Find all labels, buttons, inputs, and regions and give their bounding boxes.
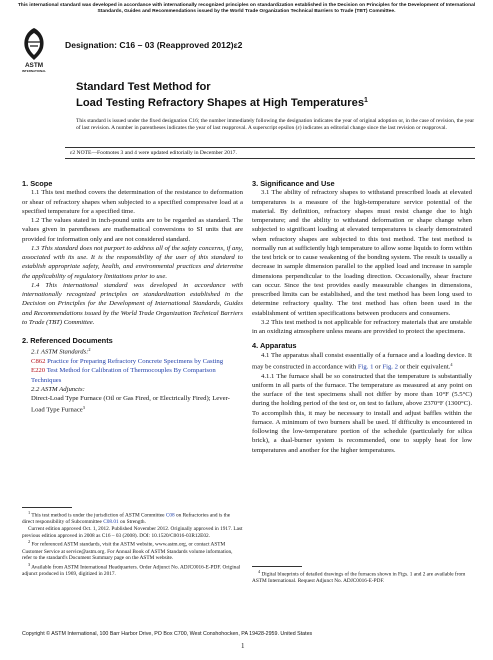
significance-3-1: 3.1 The ability of refractory shapes to withstand prescribed loads at elevated temperatures is a measure of the high-temperature service potential of the material. By definition, refractory shapes must resist change due to high temperature; and the ability to withstand deformation or shape change when subjected to significant loading at elevated temperatures is clearly demonstrated when refractory shapes are subjected to this test method. The test method is normally run at sufficiently high temperature to allow some liquids to form within the test brick or to cause weakening of the bonding system. The result is usually a decrease in sample dimension parallel to the applied load and increase in sample dimensions perpendicular to the loading direction. Occasionally, shear fracture can occur. Since the test provides easily measurable changes in dimensions, prescribed limits can be established, and the test method has been long used to determine refractory quality. The test method has often been used in the establishment of written specifications between producers and consumers. xyxy=(252,189,472,317)
title-line-2: Load Testing Refractory Shapes at High Temperatures$^1$ xyxy=(76,97,368,110)
footnote-2: $^2$ For referenced ASTM standards, visit the ASTM website, www.astm.org, or contact ASTM Customer Service at service@astm.org. For Annual Book of ASTM Standards volume information, refer to the standard's Document Summary page on the ASTM website. xyxy=(22,539,233,562)
significance-3-2: 3.2 This test method is not applicable for refractory materials that are unstable in an oxidizing atmosphere unless means are provided to protect the specimens. xyxy=(252,318,472,335)
scope-1-3: 1.3 This standard does not purport to address all of the safety concerns, if any, associated with its use. It is the responsibility of the user of this standard to establish appropriate safety, health, and environmental practices and determine the applicability of regulatory limitations prior to use. xyxy=(22,244,243,280)
astm-logo xyxy=(20,27,48,73)
apparatus-4-1-1: 4.1.1 The furnace shall be so constructed that the temperature is substantially uniform in all parts of the furnace. The temperature as measured at any point on the surface of the test specimens shall not differ by more than 10°F (5.5°C) during the holding period of the test or, on test to failure, above 2370°F (1300°C). To accomplish this, it may be necessary to install and adjust baffles within the furnace. A minimum of two burners shall be used. If difficulty is encountered in following the low-temperature portion of the schedule (particularly for silica brick), a dual-burner system is recommended, one to supply heat for low temperatures and another for the higher temperatures. xyxy=(252,372,472,454)
document-title xyxy=(76,81,476,111)
scope-heading: 1. Scope xyxy=(22,179,53,188)
committee-c08-link[interactable]: C08 xyxy=(165,512,175,519)
svg-text:INTERNATIONAL: INTERNATIONAL xyxy=(21,69,47,73)
left-column xyxy=(22,179,243,415)
subcommittee-c0801-link[interactable]: C08.01 xyxy=(103,519,119,526)
scope-1-4: 1.4 This international standard was developed in accordance with internationally recognized principles on standardization established in the Decision on Principles for the Development of International Standards, Guides and Recommendations issued by the World Trade Organization Technical Barriers to Trade (TBT) Committee. xyxy=(22,281,243,326)
ref-c862[interactable]: C862 Practice for Preparing Refractory Concrete Specimens by Casting xyxy=(31,358,224,366)
copyright-footer: Copyright © ASTM International, 100 Barr Harbor Drive, PO Box C700, West Conshohocken, PA 19428-2959. United States xyxy=(22,631,313,637)
ref-e220[interactable]: E220 Test Method for Calibration of Thermocouples By Comparison Techniques xyxy=(31,367,216,384)
designation: Designation: C16 – 03 (Reapproved 2012)ε2 xyxy=(65,40,243,50)
apparatus-heading: 4. Apparatus xyxy=(252,341,297,351)
svg-text:ASTM: ASTM xyxy=(24,62,44,69)
footnote-rule-right xyxy=(252,566,302,567)
fig-1-link[interactable]: Fig. 1 xyxy=(357,363,374,371)
apparatus-4-1: 4.1 The apparatus shall consist essentially of a furnace and a loading device. It may be constructed in accordance with Fig. 1 or Fig. 2 or their equivalent.$^4$ xyxy=(252,351,472,371)
astm-standards-label: 2.1 ASTM Standards:$^2$ xyxy=(31,347,91,356)
footnote-edition: Current edition approved Oct. 1, 2012. Published November 2012. Originally approved in 1917. Last previous edition approved in 2008 as C16 – 03 (2008). DOI: 10.1520/C0016-03R12E02. xyxy=(22,526,243,539)
adjunct-entry: Direct-Load Type Furnace (Oil or Gas Fired, or Electrically Fired); Lever-Load Type Furnace$^3$ xyxy=(31,395,230,414)
footnote-3: $^3$ Available from ASTM International Headquarters. Order Adjunct No. ADJC0016-E-PDF. Original adjunct produced in 1969, digitized in 2017. xyxy=(22,562,241,578)
footnote-4: $^4$ Digital blueprints of detailed drawings of the furnaces shown in Figs. 1 and 2 are available from ASTM International. Request Adjunct No. ADJC0016-E-PDF. xyxy=(252,569,466,585)
astm-adjuncts-label: 2.2 ASTM Adjuncts: xyxy=(31,385,85,393)
standard-issuance-para: This standard is issued under the fixed designation C16; the number immediately following the designation indicates the year of original adoption or, in the case of revision, the year of last revision. A number in parentheses indicates the year of last reapproval. A superscript epsilon (ε) indicates an editorial change since the last revision or reapproval. xyxy=(76,118,475,132)
scope-1-2: 1.2 The values stated in inch-pound units are to be regarded as standard. The values given in parentheses are mathematical conversions to SI units that are provided for information only and are not considered standard. xyxy=(22,217,243,243)
title-line-1: Standard Test Method for xyxy=(76,81,211,93)
scope-1-1: 1.1 This test method covers the determination of the resistance to deformation or shear of refractory shapes when subjected to a specified compressive load at a specified temperature for a specified time. xyxy=(22,189,243,215)
editorial-note: ε2 NOTE—Footnotes 3 and 4 were updated editorially in December 2017. xyxy=(65,147,475,159)
footnote-1: $^1$ This test method is under the jurisdiction of ASTM Committee C08 on Refractories and is the direct responsibility of Subcommittee C08.01 on Strength. xyxy=(22,510,231,526)
footnote-rule xyxy=(22,507,72,508)
page-number: 1 xyxy=(241,642,245,650)
footnotes-left xyxy=(22,507,243,578)
significance-heading: 3. Significance and Use xyxy=(252,179,335,188)
right-column xyxy=(252,179,472,455)
refs-heading: 2. Referenced Documents xyxy=(22,336,113,345)
fig-2-link[interactable]: Fig. 2 xyxy=(382,363,398,371)
footnotes-right xyxy=(252,566,472,585)
tbt-notice: This international standard was developed in accordance with internationally recognized principles on standardization established in the Decision on Principles for the Development of International Standards, Guides and Recommendations issued by the World Trade Organization Technical Barriers to Trade (TBT) Committee. xyxy=(17,3,476,14)
